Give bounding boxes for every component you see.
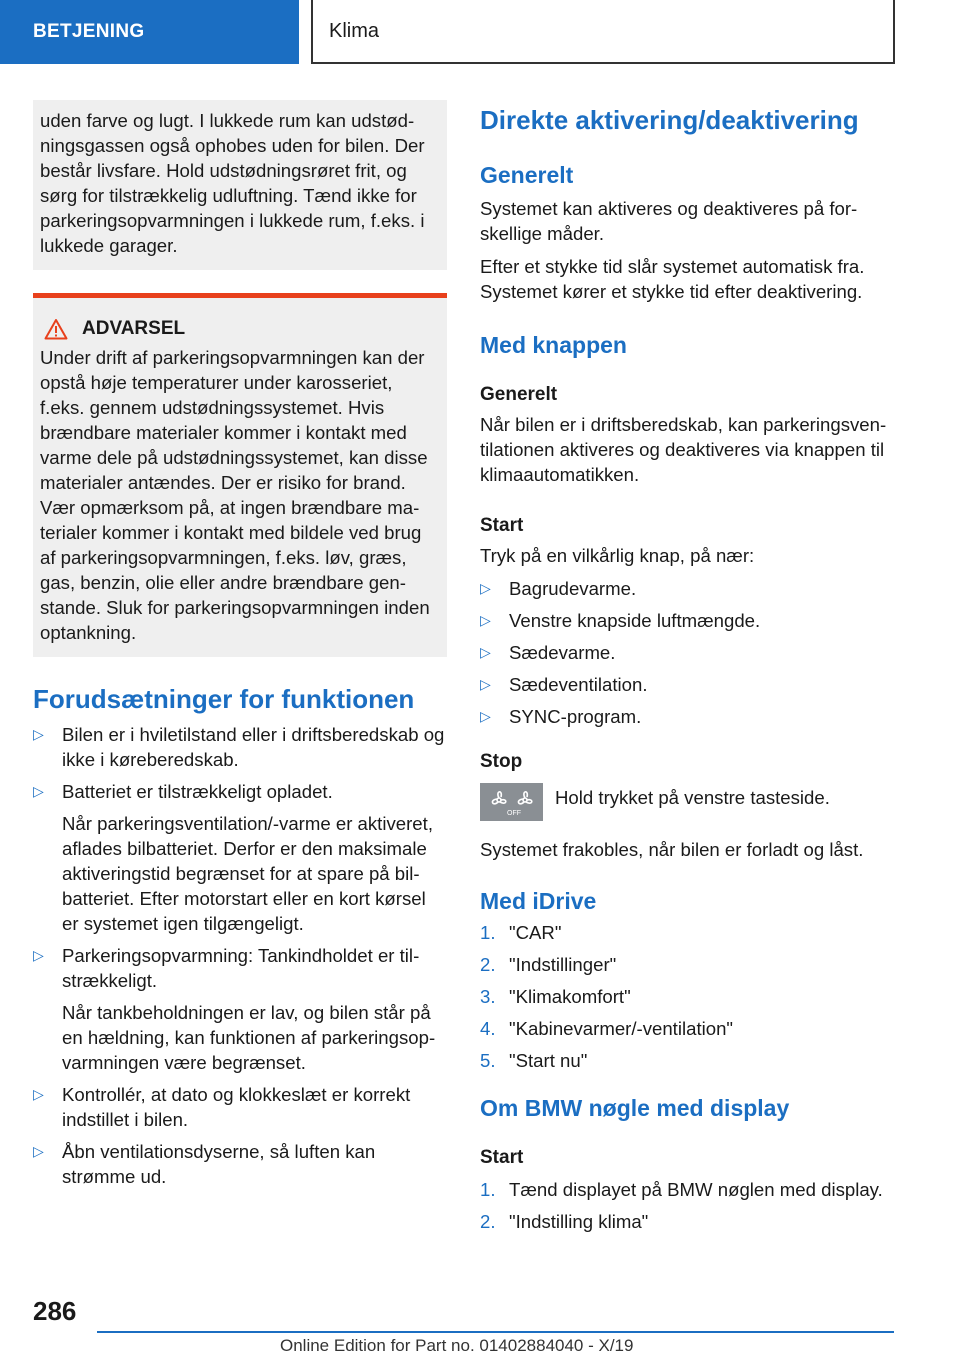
warning-title-text: ADVARSEL	[82, 318, 186, 339]
list-item	[480, 952, 900, 977]
list-item	[480, 640, 900, 665]
section-title-prerequisites: Forudsætninger for funktionen	[33, 684, 415, 714]
step-number: 2.	[480, 954, 496, 975]
triangle-bullet-icon: ▷	[480, 708, 491, 724]
prerequisites-list	[33, 722, 447, 1189]
step-number: 3.	[480, 986, 496, 1007]
warning-title	[40, 316, 440, 341]
knappen-generelt-text: Når bilen er i driftsberedskab, kan parkeringsventilationen aktiveres og deaktiveres via knappen til klimaautomatikken.	[480, 414, 887, 485]
list-item	[33, 943, 447, 1075]
section-title-direct-activation: Direkte aktivering/deaktivering	[480, 105, 859, 135]
triangle-bullet-icon: ▷	[33, 726, 44, 742]
triangle-bullet-icon: ▷	[480, 612, 491, 628]
step-number: 5.	[480, 1050, 496, 1071]
start-heading: Start	[480, 515, 524, 536]
list-item-text: "Indstilling klima"	[509, 1211, 649, 1232]
header-chapter: Klima	[311, 0, 895, 64]
list-item	[480, 1209, 900, 1234]
list-item-text: Åbn ventilationsdyserne, så luften kan strømme ud.	[62, 1141, 376, 1187]
triangle-bullet-icon: ▷	[33, 783, 44, 799]
list-item	[480, 984, 900, 1009]
list-item-text: Batteriet er tilstrækkeligt opladet.	[62, 781, 333, 802]
step-number: 4.	[480, 1018, 496, 1039]
knappen-generelt-heading: Generelt	[480, 384, 558, 405]
step-number: 2.	[480, 1211, 496, 1232]
bmw-start-heading: Start	[480, 1147, 524, 1168]
start-text: Tryk på en vilkårlig knap, på nær:	[480, 545, 755, 566]
fan-off-label: OFF	[506, 810, 521, 817]
left-column	[33, 100, 447, 1196]
list-item	[480, 608, 900, 633]
stop-heading: Stop	[480, 751, 523, 772]
list-item	[480, 704, 900, 729]
list-item-subtext: Når tankbeholdningen er lav, og bilen står på en hældning, kan funktionen af parkeringsopvarmningen være begrænset.	[62, 1002, 436, 1073]
list-item	[480, 1177, 900, 1202]
list-item-text: "Klimakomfort"	[509, 986, 631, 1007]
warning-box	[33, 293, 447, 657]
list-item	[33, 1139, 447, 1189]
idrive-steps-list	[480, 920, 900, 1073]
warning-text: Under drift af parkeringsopvarmningen kan der opstå høje temperaturer under karosseriet, f.eks. gennem udstødningssystemet. Hvis brændbare materialer kommer i kontakt med varme dele på udstødningssystemet, kan disse materialer antændes. Der er risiko for brand. Vær opmærksom på, at ingen brændbare materialer kommer i kontakt med bildele ved brug af parkeringsopvarmningen, f.eks. løv, græs, gas, benzin, olie eller andre brændbare genstande. Sluk for parkeringsopvarmningen inden optankning.	[40, 347, 430, 643]
list-item-text: Sædevarme.	[509, 642, 616, 663]
list-item-text: Sædeventilation.	[509, 674, 648, 695]
list-item	[480, 672, 900, 697]
list-item-text: Parkeringsopvarmning: Tankindholdet er tilstrækkeligt.	[62, 945, 420, 991]
subsection-title-bmw-key: Om BMW nøgle med display	[480, 1095, 790, 1121]
list-item-text: "Kabinevarmer/-ventilation"	[509, 1018, 734, 1039]
list-item	[480, 920, 900, 945]
stop-row	[480, 783, 900, 821]
page-number: 286	[33, 1296, 77, 1326]
list-item-text: "CAR"	[509, 922, 562, 943]
list-item-text: SYNC-program.	[509, 706, 642, 727]
list-item	[33, 779, 447, 936]
list-item	[480, 1016, 900, 1041]
subsection-title-generelt: Generelt	[480, 162, 574, 188]
footer-edition: Online Edition for Part no. 01402884040 - X/19	[280, 1336, 634, 1355]
triangle-bullet-icon: ▷	[480, 580, 491, 596]
info-box	[33, 100, 447, 270]
right-column	[480, 100, 900, 1241]
list-item	[480, 1048, 900, 1073]
triangle-bullet-icon: ▷	[33, 1086, 44, 1102]
step-number: 1.	[480, 922, 496, 943]
list-item	[33, 1082, 447, 1132]
subsection-title-idrive: Med iDrive	[480, 888, 597, 914]
bmw-steps-list	[480, 1177, 900, 1234]
subsection-title-knappen: Med knappen	[480, 332, 627, 358]
list-item	[480, 576, 900, 601]
list-item-text: "Start nu"	[509, 1050, 588, 1071]
list-item	[33, 722, 447, 772]
list-item-text: Bilen er i hviletilstand eller i driftsberedskab og ikke i køreberedskab.	[62, 724, 445, 770]
list-item-text: Venstre knapside luftmængde.	[509, 610, 761, 631]
triangle-bullet-icon: ▷	[33, 947, 44, 963]
warning-triangle-icon	[44, 318, 68, 340]
generelt-paragraph-1: Systemet kan aktiveres og deaktiveres på forskellige måder.	[480, 198, 858, 244]
fan-off-icon	[480, 783, 543, 821]
header-section: BETJENING	[0, 0, 299, 64]
list-item-text: "Indstillinger"	[509, 954, 617, 975]
list-item-text: Tænd displayet på BMW nøglen med display.	[509, 1179, 883, 1200]
triangle-bullet-icon: ▷	[480, 676, 491, 692]
stop-after-text: Systemet frakobles, når bilen er forladt og låst.	[480, 839, 864, 860]
triangle-bullet-icon: ▷	[480, 644, 491, 660]
generelt-paragraph-2: Efter et stykke tid slår systemet automatisk fra. Systemet kører et stykke tid efter deaktivering.	[480, 256, 865, 302]
start-exceptions-list	[480, 576, 900, 729]
triangle-bullet-icon: ▷	[33, 1143, 44, 1159]
list-item-subtext: Når parkeringsventilation/-varme er aktiveret, aflades bilbatteriet. Derfor er den maksimale aktiveringstid begrænset for at spare på bilbatteriet. Efter motorstart eller en kort kørsel er systemet igen tilgængeligt.	[62, 813, 433, 934]
info-box-text: uden farve og lugt. I lukkede rum kan udstødningsgassen også ophobes uden for bilen. Der består livsfare. Hold udstødningsrøret frit, og sørg for tilstrækkelig udluftning. Tænd ikke for parkeringsopvarmningen i lukkede rum, f.eks. i lukkede garager.	[40, 110, 425, 256]
list-item-text: Kontrollér, at dato og klokkeslæt er korrekt indstillet i bilen.	[62, 1084, 411, 1130]
step-number: 1.	[480, 1179, 496, 1200]
list-item-text: Bagrudevarme.	[509, 578, 637, 599]
footer-divider	[97, 1331, 894, 1333]
stop-text: Hold trykket på venstre tasteside.	[555, 787, 830, 808]
